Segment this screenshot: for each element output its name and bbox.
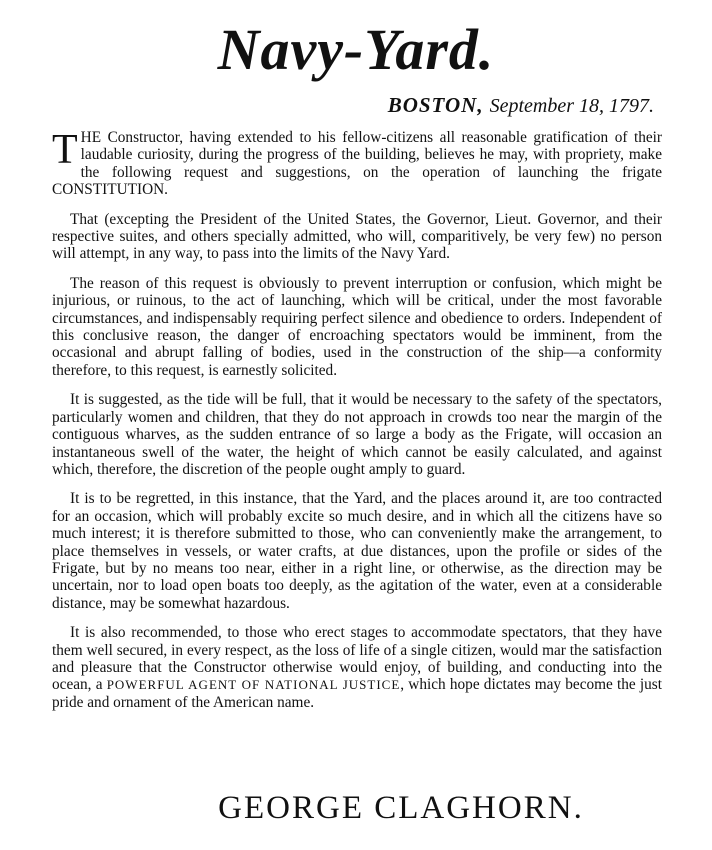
page-title: Navy-Yard. <box>217 17 495 82</box>
dateline <box>388 92 654 119</box>
paragraph-access-restriction: That (excepting the President of the United States, the Governor, Lieut. Governor, and their respective suites, and others specially admitted, who will, comparitively, be very few) no person will attempt, in any way, to pass into the limits of the Navy Yard. <box>52 210 662 263</box>
frigate-name: CONSTITUTION <box>52 181 165 199</box>
paragraph-intro <box>52 129 662 199</box>
paragraph-stages <box>52 624 662 711</box>
paragraph-reason: The reason of this request is obviously to prevent interruption or confusion, which might be injurious, or ruinous, to the act of launching, which will be critical, under the most favorable circumstances, and indispensably requiring perfect silence and obedience to orders. Independent of this conclusive reason, the danger of encroaching spectators would be imminent, from the occasional and abrupt falling of bodies, used in the construction of the ship—a conformity therefore, to this request, is earnestly solicited. <box>52 274 662 379</box>
paragraph-vessels: It is to be regretted, in this instance, that the Yard, and the places around it, are too contracted for an occasion, which will probably excite so much desire, and in which all the citizens have so much interest; it is therefore submitted to those, who can conveniently make the arrangement, to place themselves in vessels, or water crafts, at due distances, upon the profile or sides of the Frigate, but by no means too near, either in a right line, or otherwise, as the direction may be uncertain, nor to load open boats too deeply, as the agitation of the water, even at a considerable distance, may be somewhat hazardous. <box>52 490 662 612</box>
notice-body <box>52 129 662 723</box>
signature: GEORGE CLAGHORN. <box>218 790 584 826</box>
dateline-city: BOSTON, <box>387 93 484 117</box>
paragraph-stages-end: , which hope dictates may become the just pride and ornament of the American name. <box>52 676 663 711</box>
paragraph-tide-safety: It is suggested, as the tide will be full, that it would be necessary to the safety of the spectators, particularly women and children, that they do not approach in crowds too near the margin of the contiguous wharves, as the sudden entrance of so large a body as the Frigate, will occasion an instantaneous swell of the water, the height of which cannot be easily calculated, and against which, therefore, the discretion of the people ought amply to guard. <box>52 391 662 478</box>
paragraph-intro-text: HE Constructor, having extended to his fellow-citizens all reasonable gratification of their laudable curiosity, during the progress of the building, believes he may, with propriety, make the following request and suggestions, on the operation of launching the frigate <box>80 129 662 181</box>
national-justice-emphasis: POWERFUL AGENT OF NATIONAL JUSTICE <box>106 677 401 693</box>
dateline-date: September 18, 1797. <box>489 95 654 117</box>
paragraph-stages-text: It is also recommended, to those who erect stages to accommodate spectators, that they have them well secured, in every respect, as the loss of life of a single citizen, would mar the satisfaction and pleasure that the Constructor otherwise would enjoy, of building, and conducting into the ocean, a <box>52 624 662 694</box>
drop-cap: T <box>52 127 78 173</box>
paragraph-intro-end: . <box>164 181 168 199</box>
